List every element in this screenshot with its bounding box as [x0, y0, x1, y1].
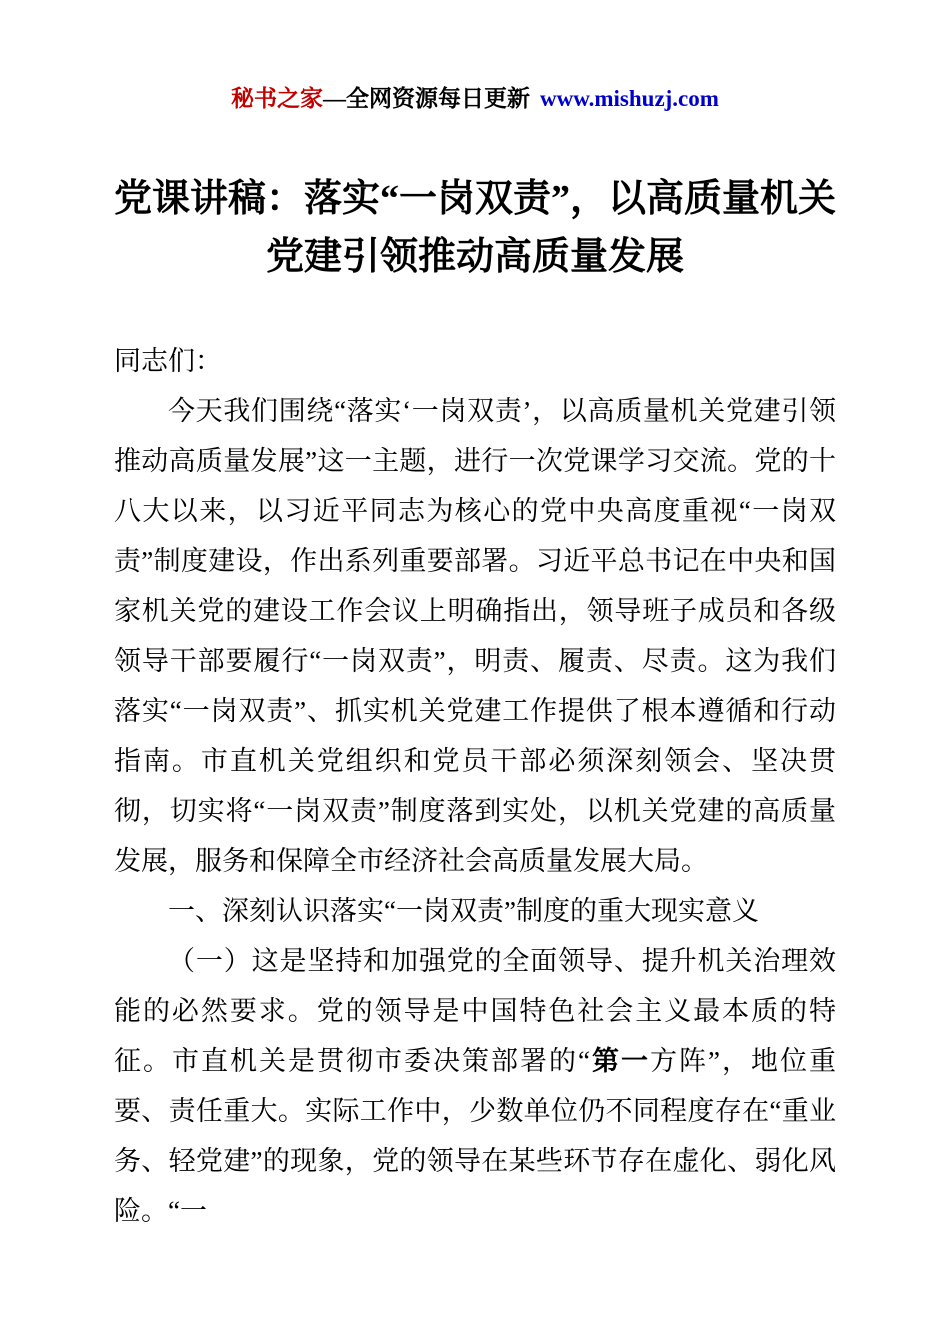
section-heading-1: 一、深刻认识落实“一岗双责”制度的重大现实意义	[168, 896, 759, 926]
title-line-2: 党建引领推动高质量发展	[265, 236, 684, 278]
bold-emphasis: 第一	[590, 1046, 651, 1076]
salutation: 同志们：	[114, 346, 222, 376]
site-header	[0, 0, 950, 114]
title-line-1: 党课讲稿：落实“一岗双责”，以高质量机关	[113, 178, 836, 220]
paragraph-section-1-1	[114, 936, 836, 1236]
paragraph-intro: 今天我们围绕“落实‘一岗双责’，以高质量机关党建引领推动高质量发展”这一主题，进行一次党课学习交流。党的十八大以来，以习近平同志为核心的党中央高度重视“一岗双责”制度建设，作出系列重要部署。习近平总书记在中央和国家机关党的建设工作会议上明确指出，领导班子成员和各级领导干部要履行“一岗双责”，明责、履责、尽责。这为我们落实“一岗双责”、抓实机关党建工作提供了根本遵循和行动指南。市直机关党组织和党员干部必须深刻领会、坚决贯彻，切实将“一岗双责”制度落到实处，以机关党建的高质量发展，服务和保障全市经济社会高质量发展大局。	[114, 396, 836, 876]
paragraph-text-segment: （一）这是坚持和加强党的全面领导、提升机关治理效能的必然要求。党的领导是中国特色社会主义最本质的特征。市直机关是贯彻市委决策部署的“	[114, 946, 836, 1076]
site-brand: 秘书之家	[231, 86, 324, 111]
paragraph-text-segment: 方阵”，地位重要、责任重大。实际工作中，少数单位仍不同程度存在“重业务、轻党建”的现象，党的领导在某些环节存在虚化、弱化风险。“一	[114, 1046, 837, 1226]
document-title	[0, 170, 950, 286]
site-url[interactable]: www.mishuzj.com	[540, 86, 719, 111]
site-tagline: —全网资源每日更新	[323, 86, 531, 111]
document-body	[114, 336, 836, 1236]
